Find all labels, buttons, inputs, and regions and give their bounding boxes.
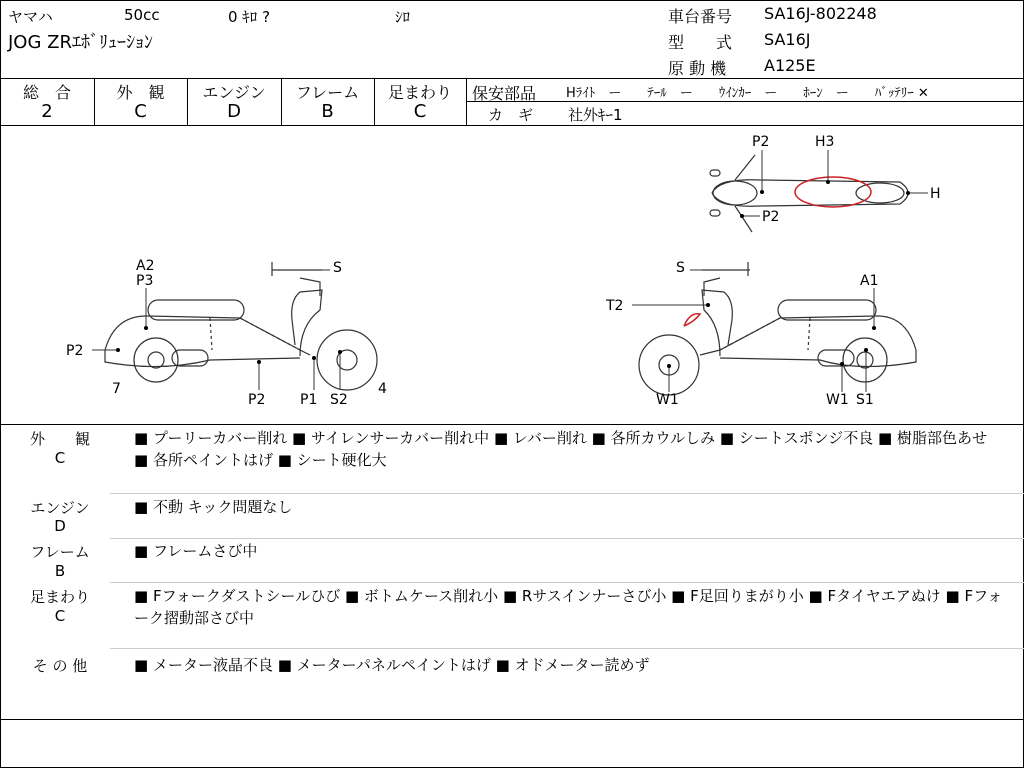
note-text-other: ■ メーター液晶不良 ■ メーターパネルペイントはげ ■ オドメーター読めず [134,656,650,674]
engine-label: 原 動 機 [668,59,727,78]
label-s1: S1 [856,392,874,408]
safety-items: Hﾗｲﾄ ー ﾃｰﾙ ー ｳｲﾝｶｰ ー ﾎｰﾝ ー ﾊﾞｯﾃﾘｰ ✕ [566,86,929,101]
note-label-exterior: 外 観 [29,430,90,448]
note-divider [110,538,1024,539]
note-text-frame: ■ フレームさび中 [134,542,258,560]
label-p1: P1 [300,392,318,408]
displacement: 50cc [124,6,160,24]
engine-value: A125E [764,56,816,75]
label-p2-bottom: P2 [248,392,266,408]
divider-bottom [0,719,1024,720]
safety-divider [466,101,1024,102]
damage-diagram [0,126,1024,424]
label-p2-top-lower: P2 [762,209,780,225]
note-label-frame: フレーム [30,543,90,561]
safety-label: 保安部品 [472,84,537,103]
note-grade-engine: D [54,517,66,535]
note-text-exterior: ■ プーリーカバー削れ ■ サイレンサーカバー削れ中 ■ レバー削れ ■ 各所カウルしみ ■ シートスポンジ不良 ■ 樹脂部色あせ ■ 各所ペイントはげ ■ シート硬化大 [134,429,987,469]
maker: ヤマハ [8,8,53,26]
grade-value-engine: D [227,101,241,122]
note-text-engine: ■ 不動 キック問題なし [134,498,293,516]
color: ｼﾛ [395,8,411,26]
grade-value-frame: B [321,101,334,122]
grade-label-exterior: 外 観 [116,83,165,102]
note-label-suspension: 足まわり [29,588,90,606]
note-grade-frame: B [54,562,66,580]
scooter-top-view [710,155,908,232]
grade-value-suspension: C [413,101,427,122]
label-s2: S2 [330,392,348,408]
grade-value-overall: 2 [41,101,53,122]
label-w1-rear: W1 [826,392,849,408]
mileage: 0 ｷﾛ ? [228,8,271,26]
label-t2: T2 [606,298,624,314]
label-a1: A1 [860,273,879,289]
note-text-suspension: ■ Fフォークダストシールひび ■ ボトムケース削れ小 ■ Rサスインナーさび小 ■ F足回りまがり小 ■ Fタイヤエアぬけ ■ Fフォーク摺動部さび中 [134,587,1003,627]
grade-label-frame: フレーム [295,83,360,102]
frame-no-value: SA16J-802248 [764,4,877,23]
grade-divider [466,78,467,126]
note-grade-exterior: C [54,449,66,467]
note-divider [110,493,1024,494]
type-label: 型 式 [668,33,733,52]
label-h: H [930,186,941,202]
divider-diagram [0,424,1024,425]
label-s: S [333,260,342,276]
label-w1: W1 [656,392,679,408]
label-7: 7 [112,381,121,397]
divider-header [0,78,1024,79]
note-label-engine: エンジン [30,499,90,517]
label-s-right: S [676,260,685,276]
damage-mark-side [684,314,700,326]
note-divider [110,648,1024,649]
label-a2: A2 [136,258,155,274]
label-h3: H3 [815,134,835,150]
grade-value-exterior: C [134,101,147,122]
note-grade-suspension: C [54,607,66,625]
label-4: 4 [378,381,387,397]
frame-no-label: 車台番号 [668,7,733,26]
label-p2: P2 [66,343,84,359]
note-divider [110,582,1024,583]
key-label: カ ギ [488,106,534,124]
model-name: JOG ZRｴﾎﾞﾘｭｰｼｮﾝ [8,32,153,53]
label-p2-top: P2 [752,134,770,150]
grade-label-engine: エンジン [202,83,266,102]
type-value: SA16J [764,30,811,49]
grade-label-suspension: 足まわり [387,83,452,102]
note-label-other: そ の 他 [32,657,88,675]
key-value: 社外ｷｰ1 [568,106,623,124]
label-p3: P3 [136,273,154,289]
grade-label-overall: 総 合 [22,83,71,102]
